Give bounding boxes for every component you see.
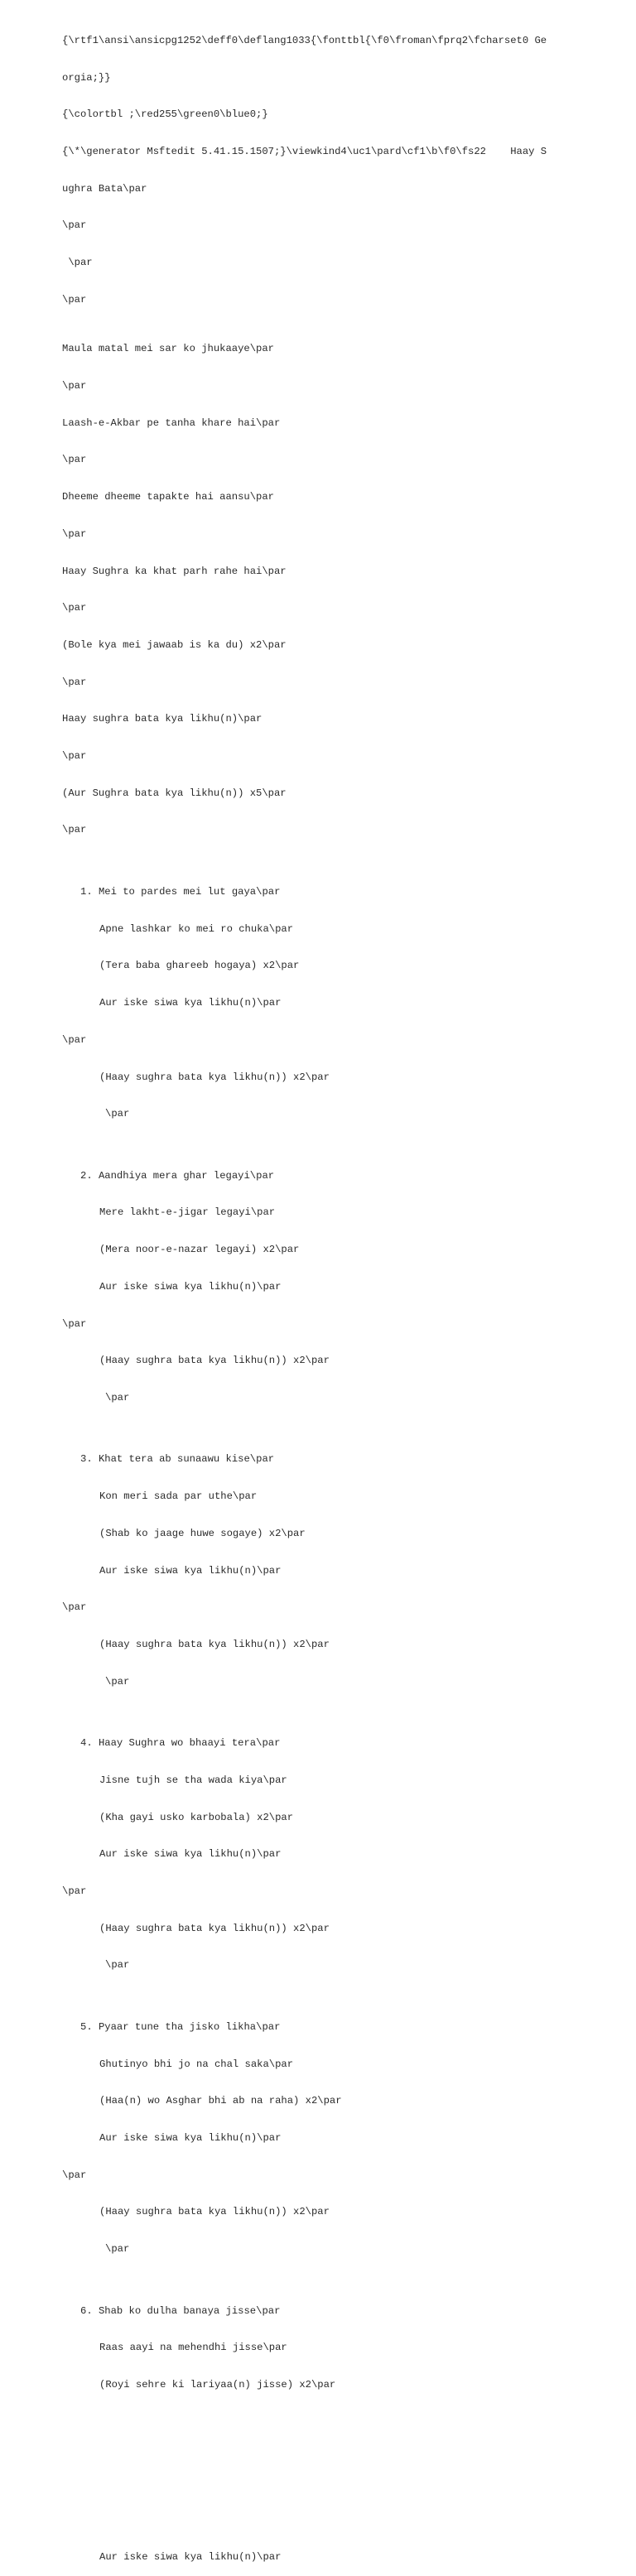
verse-number: 6. (80, 2304, 93, 2317)
par-marker: \par (105, 2243, 130, 2256)
intro-line: \par (62, 380, 87, 392)
refrain-line: (Haay sughra bata kya likhu(n)) x2\par (99, 2206, 330, 2218)
verse-1-line-2: Apne lashkar ko mei ro chuka\par (99, 922, 294, 935)
rtf-header-line: orgia;}} (62, 71, 111, 84)
intro-line: \par (62, 602, 87, 614)
intro-line: Haay sughra bata kya likhu(n)\par (62, 713, 263, 725)
verse-4-line-4: Aur iske siwa kya likhu(n)\par (99, 1848, 282, 1861)
intro-line: \par (62, 824, 87, 836)
refrain-line: (Haay sughra bata kya likhu(n)) x2\par (99, 1922, 330, 1934)
rtf-header-line: {\colortbl ;\red255\green0\blue0;} (62, 108, 268, 121)
verse-2-line-3: (Mera noor-e-nazar legayi) x2\par (99, 1244, 300, 1256)
intro-line: \par (62, 750, 87, 763)
verse-2-line-4: Aur iske siwa kya likhu(n)\par (99, 1280, 282, 1293)
intro-line: (Aur Sughra bata kya likhu(n)) x5\par (62, 787, 287, 799)
verse-4-line-2: Jisne tujh se tha wada kiya\par (99, 1774, 287, 1786)
verse-6-line-2: Raas aayi na mehendhi jisse\par (99, 2342, 287, 2354)
verse-number: 5. (80, 2020, 93, 2033)
par-marker: \par (105, 1391, 130, 1404)
rtf-header-line: \par (62, 219, 87, 232)
verse-4-line-1: 4. Haay Sughra wo bhaayi tera\par (80, 1737, 281, 1750)
rtf-header-line: {\rtf1\ansi\ansicpg1252\deff0\deflang1033{\fonttbl{\f0\froman\fprq2\fcharset0 Ge (62, 34, 547, 46)
verse-2-line-1: 2. Aandhiya mera ghar legayi\par (80, 1169, 275, 1182)
verse-5-line-3: (Haa(n) wo Asghar bhi ab na raha) x2\par (99, 2095, 342, 2107)
verse-number: 4. (80, 1737, 93, 1750)
verse-number: 2. (80, 1169, 93, 1182)
intro-line: (Bole kya mei jawaab is ka du) x2\par (62, 638, 287, 651)
verse-number: 1. (80, 886, 93, 898)
verse-3-line-2: Kon meri sada par uthe\par (99, 1490, 258, 1503)
verse-3-line-3: (Shab ko jaage huwe sogaye) x2\par (99, 1527, 306, 1539)
verse-5-line-1: 5. Pyaar tune tha jisko likha\par (80, 2020, 281, 2033)
par-marker: \par (62, 1317, 87, 1330)
verse-2-line-2: Mere lakht-e-jigar legayi\par (99, 1206, 276, 1219)
rtf-header-line: ughra Bata\par (62, 182, 147, 195)
verse-1-line-3: (Tera baba ghareeb hogaya) x2\par (99, 960, 300, 972)
verse-number: 3. (80, 1453, 93, 1466)
rtf-header-line: \par (62, 293, 87, 306)
intro-line: Dheeme dheeme tapakte hai aansu\par (62, 491, 274, 503)
par-marker: \par (105, 1108, 130, 1120)
verse-1-line-1: 1. Mei to pardes mei lut gaya\par (80, 886, 281, 898)
closing-line: Aur iske siwa kya likhu(n)\par (99, 2551, 282, 2564)
refrain-line: (Haay sughra bata kya likhu(n)) x2\par (99, 1355, 330, 1367)
intro-line: \par (62, 676, 87, 688)
par-marker: \par (62, 1601, 87, 1614)
refrain-line: (Haay sughra bata kya likhu(n)) x2\par (99, 1071, 330, 1083)
verse-6-line-3: (Royi sehre ki lariyaa(n) jisse) x2\par (99, 2379, 336, 2391)
verse-4-line-3: (Kha gayi usko karbobala) x2\par (99, 1811, 294, 1823)
intro-line: \par (62, 454, 87, 466)
intro-line: Laash-e-Akbar pe tanha khare hai\par (62, 416, 281, 429)
intro-line: Maula matal mei sar ko jhukaaye\par (62, 343, 274, 355)
verse-5-line-2: Ghutinyo bhi jo na chal saka\par (99, 2058, 294, 2070)
verse-1-line-4: Aur iske siwa kya likhu(n)\par (99, 997, 282, 1009)
par-marker: \par (105, 1959, 130, 1972)
verse-5-line-4: Aur iske siwa kya likhu(n)\par (99, 2132, 282, 2145)
intro-line: Haay Sughra ka khat parh rahe hai\par (62, 565, 287, 577)
par-marker: \par (62, 1885, 87, 1898)
rtf-header-line: {\*\generator Msftedit 5.41.15.1507;}\viewkind4\uc1\pard\cf1\b\f0\fs22 Haay S (62, 145, 547, 157)
rtf-header-line: \par (62, 257, 93, 269)
intro-line: \par (62, 527, 87, 540)
verse-3-line-4: Aur iske siwa kya likhu(n)\par (99, 1564, 282, 1577)
refrain-line: (Haay sughra bata kya likhu(n)) x2\par (99, 1638, 330, 1650)
par-marker: \par (105, 1675, 130, 1688)
par-marker: \par (62, 2169, 87, 2181)
page-gap (62, 2429, 625, 2515)
par-marker: \par (62, 1033, 87, 1046)
rtf-document-text (62, 10, 625, 2576)
verse-6-line-1: 6. Shab ko dulha banaya jisse\par (80, 2304, 281, 2317)
verse-3-line-1: 3. Khat tera ab sunaawu kise\par (80, 1453, 275, 1466)
